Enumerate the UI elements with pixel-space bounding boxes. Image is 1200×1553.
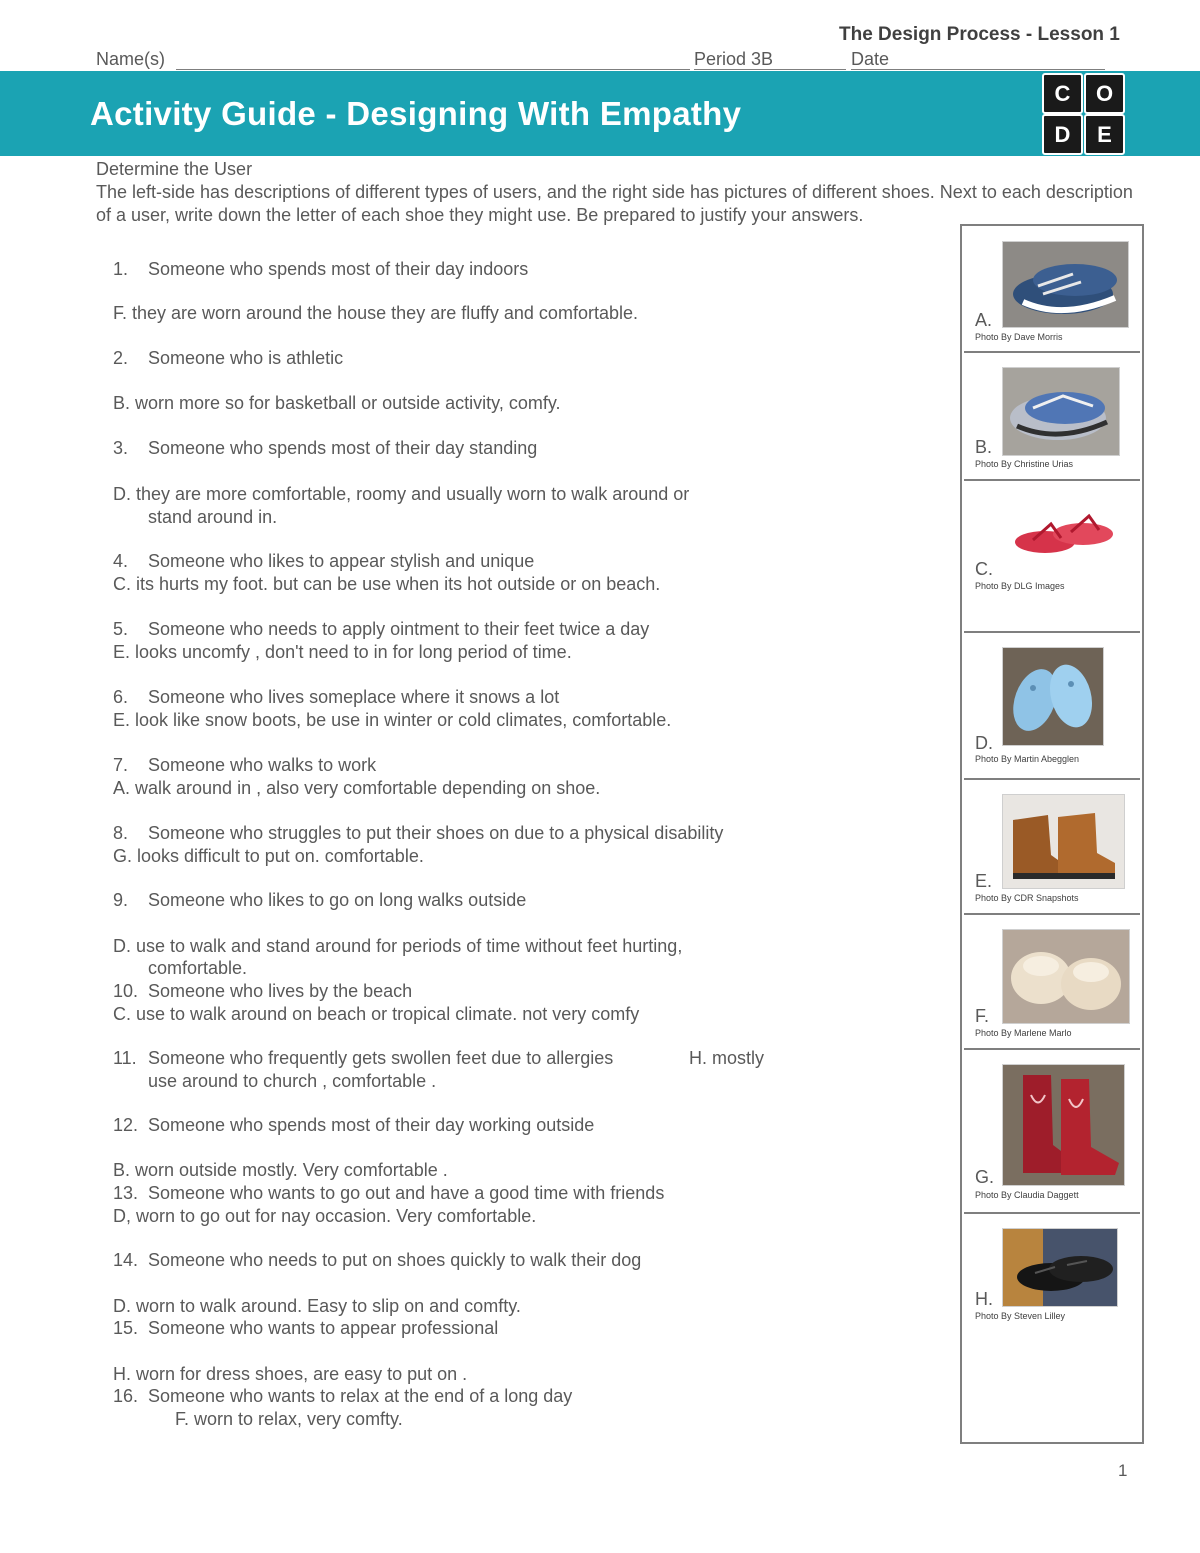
date-field-line[interactable] [851,69,1105,70]
photo-credit-f: Photo By Marlene Marlo [975,1028,1072,1038]
shoe-letter-a: A. [975,310,993,330]
shoe-photo-a [1002,241,1129,328]
question-3 [113,438,537,459]
answer-13[interactable]: D, worn to go out for nay occasion. Very comfortable. [113,1206,537,1226]
question-number: 5. [113,619,129,639]
shoe-cell-f [964,915,1140,1050]
question-4 [113,551,534,572]
period-label: Period 3B [694,49,774,69]
page-number: 1 [1118,1461,1128,1480]
question-text: Someone who wants to appear professional [148,1318,499,1338]
logo-letter-d: D [1042,114,1083,155]
shoe-cell-c [964,481,1140,633]
question-text: Someone who lives by the beach [148,981,413,1001]
question-10 [113,981,412,1002]
question-number: 4. [113,551,129,571]
date-label: Date [851,49,890,69]
question-13 [113,1183,664,1204]
logo-letter-c: C [1042,73,1083,114]
answer-15[interactable]: H. worn for dress shoes, are easy to put on . [113,1364,468,1384]
question-number: 11. [113,1048,137,1068]
question-14 [113,1250,641,1271]
question-number: 1. [113,259,129,279]
question-8 [113,823,723,844]
question-text: Someone who wants to relax at the end of a long day [148,1386,573,1406]
question-text: Someone who spends most of their day indoors [148,259,529,279]
question-text: Someone who needs to put on shoes quickly to walk their dog [148,1250,642,1270]
shoe-letter-f: F. [975,1006,990,1026]
period-field-line[interactable] [694,69,846,70]
instructions-text: The left-side has descriptions of different types of users, and the right side has pictures of different shoes. Next to each description of a user, write down the letter of each shoe they might use. Be prepared to justify your answers. [96,182,1133,225]
question-number: 8. [113,823,129,843]
shoe-photo-g [1002,1064,1125,1186]
question-number: 7. [113,755,129,775]
question-1 [113,259,528,280]
question-number: 15. [113,1318,139,1338]
shoe-photo-h [1002,1228,1118,1307]
question-15 [113,1318,498,1339]
question-number: 3. [113,438,129,458]
question-text: Someone who likes to go on long walks outside [148,890,527,910]
shoe-letter-d: D. [975,733,993,753]
question-number: 13. [113,1183,139,1203]
question-number: 12. [113,1115,139,1135]
shoe-cell-g [964,1050,1140,1214]
shoe-cell-h [964,1214,1140,1438]
answer-7[interactable]: A. walk around in , also very comfortable depending on shoe. [113,778,601,798]
answer-11-continued[interactable]: use around to church , comfortable . [148,1071,437,1091]
shoe-cell-d [964,633,1140,780]
question-number: 2. [113,348,129,368]
code-logo [1040,73,1125,155]
shoe-cell-a [964,226,1140,353]
question-9 [113,890,526,911]
question-number: 10. [113,981,139,1001]
logo-letter-e: E [1084,114,1125,155]
question-text: Someone who is athletic [148,348,344,368]
shoe-photo-f [1002,929,1130,1024]
shoe-letter-e: E. [975,871,993,891]
page-title: Activity Guide - Designing With Empathy [90,95,742,132]
shoe-cell-e [964,780,1140,915]
question-text: Someone who likes to appear stylish and unique [148,551,535,571]
shoe-cell-b [964,353,1140,481]
question-16 [113,1386,572,1407]
photo-credit-g: Photo By Claudia Daggett [975,1190,1079,1200]
shoe-pictures-panel [960,224,1144,1444]
shoe-letter-b: B. [975,437,993,457]
photo-credit-e: Photo By CDR Snapshots [975,893,1079,903]
question-text: Someone who frequently gets swollen feet due to allergies [148,1048,614,1068]
question-7 [113,755,376,776]
question-text: Someone who spends most of their day working outside [148,1115,595,1135]
name-label: Name(s) [96,49,166,69]
question-text: Someone who lives someplace where it snows a lot [148,687,560,707]
question-number: 6. [113,687,129,707]
photo-credit-a: Photo By Dave Morris [975,332,1063,342]
answer-16[interactable]: F. worn to relax, very comfty. [175,1409,403,1429]
logo-letter-o: O [1084,73,1125,114]
question-number: 9. [113,890,129,910]
answer-14[interactable]: D. worn to walk around. Easy to slip on and comfty. [113,1296,521,1316]
name-field-line[interactable] [176,69,690,70]
shoe-photo-c [1002,493,1120,567]
answer-4[interactable]: C. its hurts my foot. but can be use when its hot outside or on beach. [113,574,661,594]
answer-8[interactable]: G. looks difficult to put on. comfortable. [113,846,424,866]
answer-5[interactable]: E. looks uncomfy , don't need to in for long period of time. [113,642,572,662]
answer-3[interactable]: D. they are more comfortable, roomy and usually worn to walk around or [113,484,690,504]
question-12 [113,1115,594,1136]
question-text: Someone who needs to apply ointment to their feet twice a day [148,619,650,639]
question-number: 16. [113,1386,139,1406]
shoe-letter-c: C. [975,559,993,579]
photo-credit-d: Photo By Martin Abegglen [975,754,1080,764]
answer-9[interactable]: D. use to walk and stand around for periods of time without feet hurting, [113,936,683,956]
answer-3-continued[interactable]: stand around in. [148,507,278,527]
shoe-letter-h: H. [975,1289,993,1309]
answer-10[interactable]: C. use to walk around on beach or tropical climate. not very comfy [113,1004,640,1024]
question-6 [113,687,559,708]
photo-credit-c: Photo By DLG Images [975,581,1065,591]
question-text: Someone who spends most of their day standing [148,438,538,458]
shoe-letter-g: G. [975,1167,995,1187]
question-5 [113,619,649,640]
lesson-title: The Design Process - Lesson 1 [839,24,1120,45]
question-text: Someone who wants to go out and have a good time with friends [148,1183,665,1203]
section-heading: Determine the User [96,159,253,179]
photo-credit-b: Photo By Christine Urias [975,459,1074,469]
question-text: Someone who walks to work [148,755,377,775]
shoe-photo-b [1002,367,1120,456]
instructions [96,158,1146,227]
photo-credit-h: Photo By Steven Lilley [975,1311,1066,1321]
answer-1[interactable]: F. they are worn around the house they are fluffy and comfortable. [113,303,638,323]
answer-11[interactable]: H. mostly [689,1048,765,1068]
shoe-photo-d [1002,647,1104,746]
question-text: Someone who struggles to put their shoes on due to a physical disability [148,823,724,843]
answer-6[interactable]: E. look like snow boots, be use in winter or cold climates, comfortable. [113,710,672,730]
question-11 [113,1048,613,1069]
answer-2[interactable]: B. worn more so for basketball or outside activity, comfy. [113,393,561,413]
answer-9-continued[interactable]: comfortable. [148,958,248,978]
question-number: 14. [113,1250,139,1270]
answer-12[interactable]: B. worn outside mostly. Very comfortable . [113,1160,448,1180]
question-2 [113,348,343,369]
shoe-photo-e [1002,794,1125,889]
